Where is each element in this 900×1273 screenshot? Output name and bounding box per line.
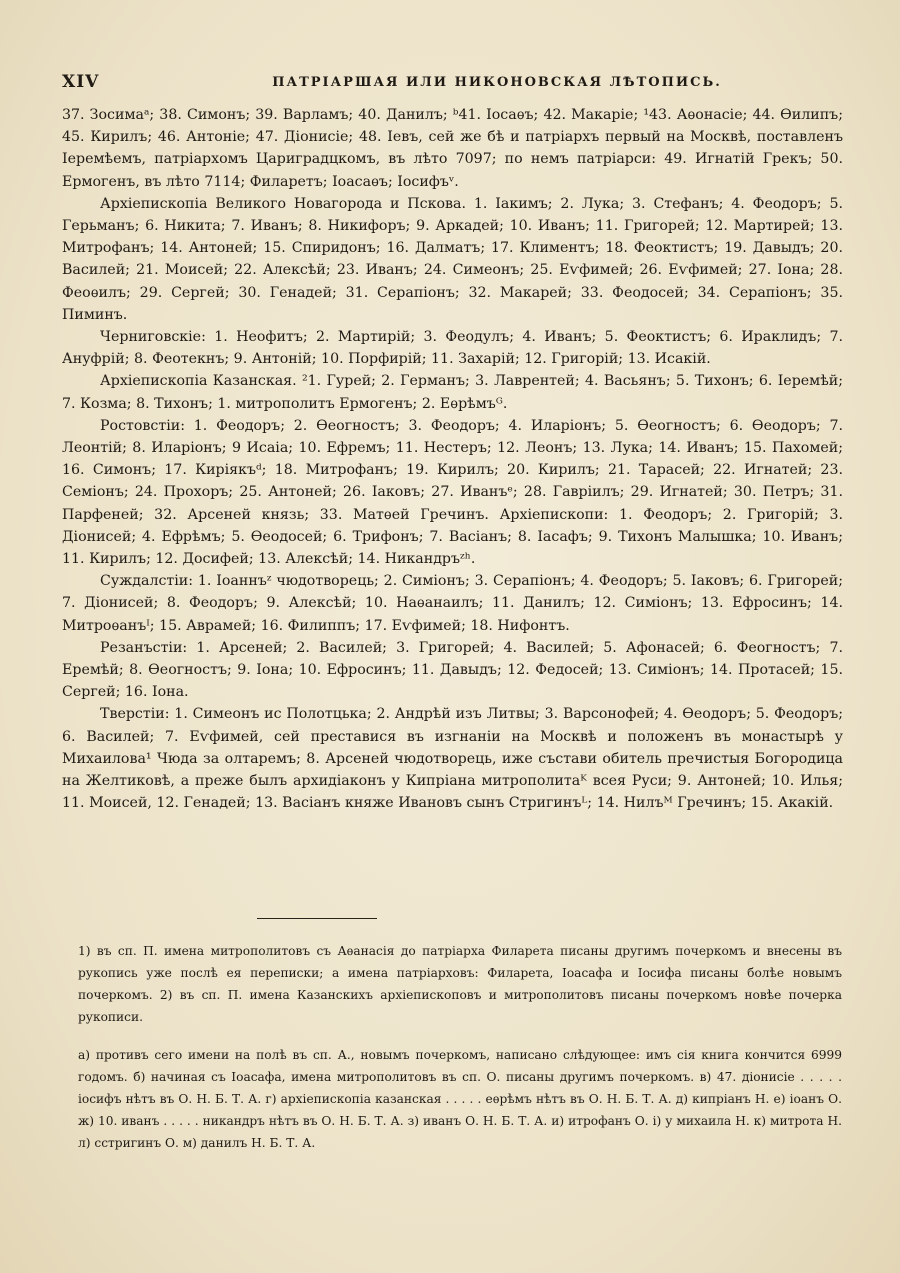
page-number: XIV xyxy=(62,72,100,92)
paragraph-metropolitans: 37. Зосимаᵃ; 38. Симонъ; 39. Варламъ; 40. Данилъ; ᵇ41. Іосаѳъ; 42. Макаріе; ¹43. Аѳонасіе; 44. Ѳилипъ; 45. Кирилъ; 46. Антоніе; 47. Діонисіе; 48. Іевъ, сей же бѣ и патріархъ первый на Москвѣ, поставленъ Іеремѣемъ, патріархомъ Цариградцкомъ, въ лѣто 7097; по немъ патріарси: 49. Игнатій Грекъ; 50. Ермогенъ, въ лѣто 7114; Филаретъ; Іоасаѳъ; Іосифъᵛ. xyxy=(62,107,843,190)
paragraph-ryazan: Резанъстіи: 1. Арсеней; 2. Василей; 3. Григорей; 4. Василей; 5. Афонасей; 6. Феогностъ; 7. Еремѣй; 8. Ѳеогностъ; 9. Іона; 10. Ефросинъ; 11. Давыдъ; 12. Федосей; 13. Симіонъ; 14. Протасей; 15. Сергей; 16. Іона. xyxy=(62,639,843,701)
paragraph-tver: Тверстіи: 1. Симеонъ ис Полотцька; 2. Андрѣй изъ Литвы; 3. Варсонофей; 4. Ѳеодоръ; 5. Феодоръ; 6. Василей; 7. Еѵфимей, сей преставися въ изгнаніи на Москвѣ и положенъ въ монастырѣ у Михаилова¹ Чюда за олтаремъ; 8. Арсеней чюдотворець, иже състави обитель пречистыя Богородица на Желтиковѣ, а преже былъ архидіаконъ у Кипріана митрополитаᴷ всея Руси; 9. Антоней; 10. Илья; 11. Моисей, 12. Генадей; 13. Васіанъ княже Ивановъ сынъ Стригинъᴸ; 14. Нилъᴹ Гречинъ; 15. Акакій. xyxy=(62,706,843,812)
page-header xyxy=(62,72,842,96)
footnote-lettered: а) противъ сего имени на полѣ въ сп. А., новымъ почеркомъ, написано слѣдующее: имъ сія книга кончится 6999 годомъ. б) начиная съ Іоасафа, имена митрополитовъ въ сп. О. писаны другимъ почеркомъ. в) 47. діонисіе . . . . . іосифъ нѣтъ въ О. Н. Б. Т. А. г) архіепископіа казанская . . . . . еѳрѣмъ нѣтъ въ О. Н. Б. Т. А. д) кипріанъ Н. е) іоанъ О. ж) 10. иванъ . . . . . никандръ нѣтъ въ О. Н. Б. Т. А. з) иванъ О. Н. Б. Т. А. и) итрофанъ О. і) у михаила Н. к) митрота Н. л) сстригинъ О. м) данилъ Н. Б. Т. А. xyxy=(78,1048,842,1150)
footnote-divider xyxy=(257,918,377,919)
main-text xyxy=(62,104,843,815)
footnotes xyxy=(78,940,842,1154)
paragraph-suzdal: Суждалстіи: 1. Іоаннъᶻ чюдотворець; 2. Симіонъ; 3. Серапіонъ; 4. Феодоръ; 5. Іаковъ; 6. Григорей; 7. Діонисей; 8. Феодоръ; 9. Алексѣй; 10. Наѳанаилъ; 11. Данилъ; 12. Симіонъ; 13. Ефросинъ; 14. Митроѳанъᴵ; 15. Аврамей; 16. Филиппъ; 17. Еѵфимей; 18. Нифонтъ. xyxy=(62,573,843,634)
footnote-numbered: 1) въ сп. П. имена митрополитовъ съ Аѳанасія до патріарха Филарета писаны другимъ почеркомъ и внесены въ рукопись уже послѣ ея переписки; а имена патріарховъ: Филарета, Іоасафа и Іосифа писаны болѣе новымъ почеркомъ. 2) въ сп. П. имена Казанскихъ архіепископовъ и митрополитовъ писаны почеркомъ новѣе почерка рукописи. xyxy=(78,944,842,1024)
paragraph-rostov: Ростовстіи: 1. Феодоръ; 2. Ѳеогностъ; 3. Феодоръ; 4. Иларіонъ; 5. Ѳеогностъ; 6. Ѳеодоръ; 7. Леонтій; 8. Иларіонъ; 9 Исаіа; 10. Ефремъ; 11. Нестеръ; 12. Леонъ; 13. Лука; 14. Иванъ; 15. Пахомей; 16. Симонъ; 17. Киріякъᵈ; 18. Митрофанъ; 19. Кирилъ; 20. Кирилъ; 21. Тарасей; 22. Игнатей; 23. Семіонъ; 24. Прохоръ; 25. Антоней; 26. Іаковъ; 27. Иванъᵉ; 28. Гавріилъ; 29. Игнатей; 30. Петръ; 31. Парфеней; 32. Арсеней князь; 33. Матѳей Гречинъ. Архіепископи: 1. Феодоръ; 2. Григорій; 3. Діонисей; 4. Ефрѣмъ; 5. Ѳеодосей; 6. Трифонъ; 7. Васіанъ; 8. Іасафъ; 9. Тихонъ Малышка; 10. Иванъ; 11. Кирилъ; 12. Досифей; 13. Алексѣй; 14. Никандръᶻʰ. xyxy=(62,417,843,568)
paragraph-kazan: Архіепископіа Казанская. ²1. Гурей; 2. Германъ; 3. Лаврентей; 4. Васьянъ; 5. Тихонъ; 6. Іеремѣй; 7. Козма; 8. Тихонъ; 1. митрополитъ Ермогенъ; 2. Еѳрѣмъᴳ. xyxy=(62,373,843,412)
running-title: ПАТРІАРШАЯ ИЛИ НИКОНОВСКАЯ ЛѢТОПИСЬ. xyxy=(272,75,722,90)
paragraph-novgorod: Архіепископіа Великого Новагорода и Пскова. 1. Іакимъ; 2. Лука; 3. Стефанъ; 4. Феодоръ; 5. Герьманъ; 6. Никита; 7. Иванъ; 8. Никифоръ; 9. Аркадей; 10. Иванъ; 11. Григорей; 12. Мартирей; 13. Митрофанъ; 14. Антоней; 15. Спиридонъ; 16. Далматъ; 17. Климентъ; 18. Феоктистъ; 19. Давыдъ; 20. Василей; 21. Моисей; 22. Алексѣй; 23. Иванъ; 24. Симеонъ; 25. Еѵфимей; 26. Еѵфимей; 27. Іона; 28. Феоѳилъ; 29. Сергей; 30. Генадей; 31. Серапіонъ; 32. Макарей; 33. Феодосей; 34. Серапіонъ; 35. Пиминъ. xyxy=(62,195,843,323)
paragraph-chernigov: Черниговскіе: 1. Неофитъ; 2. Мартирій; 3. Феодулъ; 4. Иванъ; 5. Феоктистъ; 6. Ираклидъ; 7. Ануфрій; 8. Феотекнъ; 9. Антоній; 10. Порфирій; 11. Захарій; 12. Григорій; 13. Исакій. xyxy=(62,329,843,368)
